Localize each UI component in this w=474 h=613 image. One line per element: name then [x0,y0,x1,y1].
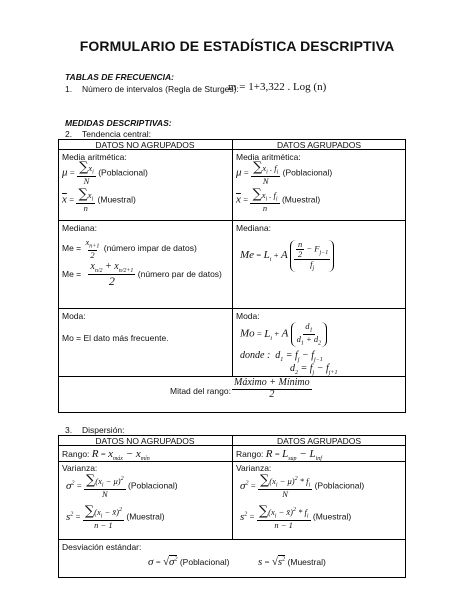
median-label-ungrouped: Mediana: [62,223,97,233]
median-label-grouped: Mediana: [236,223,271,233]
item-number-3: 3. [65,425,73,435]
range-ungrouped: Rango: $R = x_{máx} - x_{mín}$ [62,448,150,463]
mode-d1-def: donde : $d_1 = f_j - f_{j-1}$ [240,350,323,363]
col-header-ungrouped: DATOS NO AGRUPADOS [95,436,195,446]
table-divider [232,139,233,376]
table-divider [232,435,233,539]
variance-sample-grouped: $s^2$ = $\frac{\sum(x_i - x̄)^2 * f_i}{n - 1}$ (Muestral) [240,504,352,530]
section-heading-frequency: TABLAS DE FRECUENCIA: [65,72,174,82]
col-header-grouped: DATOS AGRUPADOS [276,140,362,150]
label-poblacional: (Poblacional) [128,480,178,491]
variance-label-ungrouped: Varianza: [62,463,98,473]
midrange-denominator: 2 [269,388,275,400]
mode-label-grouped: Moda: [236,311,260,321]
mode-label-ungrouped: Moda: [62,311,86,321]
variance-pop-grouped: $\sigma^2$ = $\frac{\sum(x_i - \mu)^2 * f_i}{N}$ (Poblacional) [240,473,365,499]
label-muestral: (Muestral) [281,194,321,205]
table-rule [58,539,406,540]
mode-text: Mo = El dato más frecuente. [62,333,169,343]
sturges-text: Número de intervalos (Regla de Sturges): [82,84,239,94]
label-muestral: (Muestral) [126,511,165,522]
label-poblacional: (Poblacional) [314,480,365,491]
label-poblacional: (Poblacional) [282,167,333,178]
median-grouped-formula: $Me = L_i + A$ $\frac{n}{2}$ − $F_{j-1}$ $f_j$ [240,240,334,272]
mean-label-grouped: Media aritmética: [236,152,301,162]
range-grouped: Rango: $R = L_{sup} - L_{inf}$ [236,448,322,463]
mean-sample-formula-grouped: $\overline{x}$ = $\frac{\sum x_i . f_i}{n}$ (Muestral) [236,187,321,213]
stddev-label: Desviación estándar: [62,542,142,552]
me-odd-note: (número impar de datos) [103,243,197,254]
mean-pop-formula-grouped: μ = $\frac{\sum x_i . f_i}{N}$ (Poblacional) [236,160,333,186]
item-number-2: 2. [65,129,73,139]
me-even-note: (número par de datos) [137,269,222,280]
section-heading-descriptive: MEDIDAS DESCRIPTIVAS: [65,118,172,128]
me-prefix: Me = [62,269,82,280]
variance-label-grouped: Varianza: [236,463,272,473]
mean-sample-formula-ungrouped: $\overline{x}$ = $\frac{\sum x_i}{n}$ (Muestral) [62,187,136,213]
variance-pop-ungrouped: $\sigma^2$ = $\frac{\sum(x_i - \mu)^2}{N}$ (Poblacional) [66,473,178,499]
table-rule [58,220,406,221]
midrange-formula [232,378,312,400]
col-header-ungrouped: DATOS NO AGRUPADOS [95,140,195,150]
table-rule [58,376,406,377]
rango-label: Rango: [62,449,90,459]
col-header-grouped: DATOS AGRUPADOS [276,436,362,446]
midrange-numerator: Máximo + Mínimo [234,377,310,388]
mean-label-ungrouped: Media aritmética: [62,152,127,162]
median-even-formula: Me = $\frac{x_{n/2} + x_{n/2+1}}{2}$ (número par de datos) [62,261,222,289]
me-prefix: Me = [62,243,82,254]
label-poblacional: (Poblacional) [98,167,148,178]
midrange-label: Mitad del rango: [170,386,231,396]
mode-d2-def: $d_2 = f_j - f_{j+1}$ [290,363,338,376]
donde-label: donde : [240,350,271,361]
label-poblacional: (Poblacional) [179,557,230,567]
label-muestral: (Muestral) [287,557,326,567]
mean-pop-formula-ungrouped: μ = $\frac{\sum x_i}{N}$ (Poblacional) [62,160,148,186]
central-tendency-text: Tendencia central: [82,129,151,139]
median-odd-formula: Me = $\frac{x_{n+1}}{2}$ (número impar de datos) [62,237,197,260]
stddev-sample-formula: $s = √s^2$ (Muestral) [258,556,326,568]
table-rule [58,308,406,309]
label-muestral: (Muestral) [97,194,136,205]
rango-label: Rango: [236,449,264,459]
label-muestral: (Muestral) [312,511,352,522]
item-number-1: 1. [65,84,73,94]
dispersion-text: Dispersión: [82,425,125,435]
mode-grouped-formula: $Mo = L_i + A$ $\frac{d_1}{d_1 + d_2}$ [240,322,327,347]
sturges-formula: m = 1+3,322 . Log (n) [228,81,327,93]
page-title: FORMULARIO DE ESTADÍSTICA DESCRIPTIVA [79,38,395,54]
variance-sample-ungrouped: $s^2$ = $\frac{\sum(x_i - x̄)^2}{n - 1}$ (Muestral) [66,504,165,530]
stddev-pop-formula: $\sigma = √\sigma^2$ (Poblacional) [148,556,230,568]
